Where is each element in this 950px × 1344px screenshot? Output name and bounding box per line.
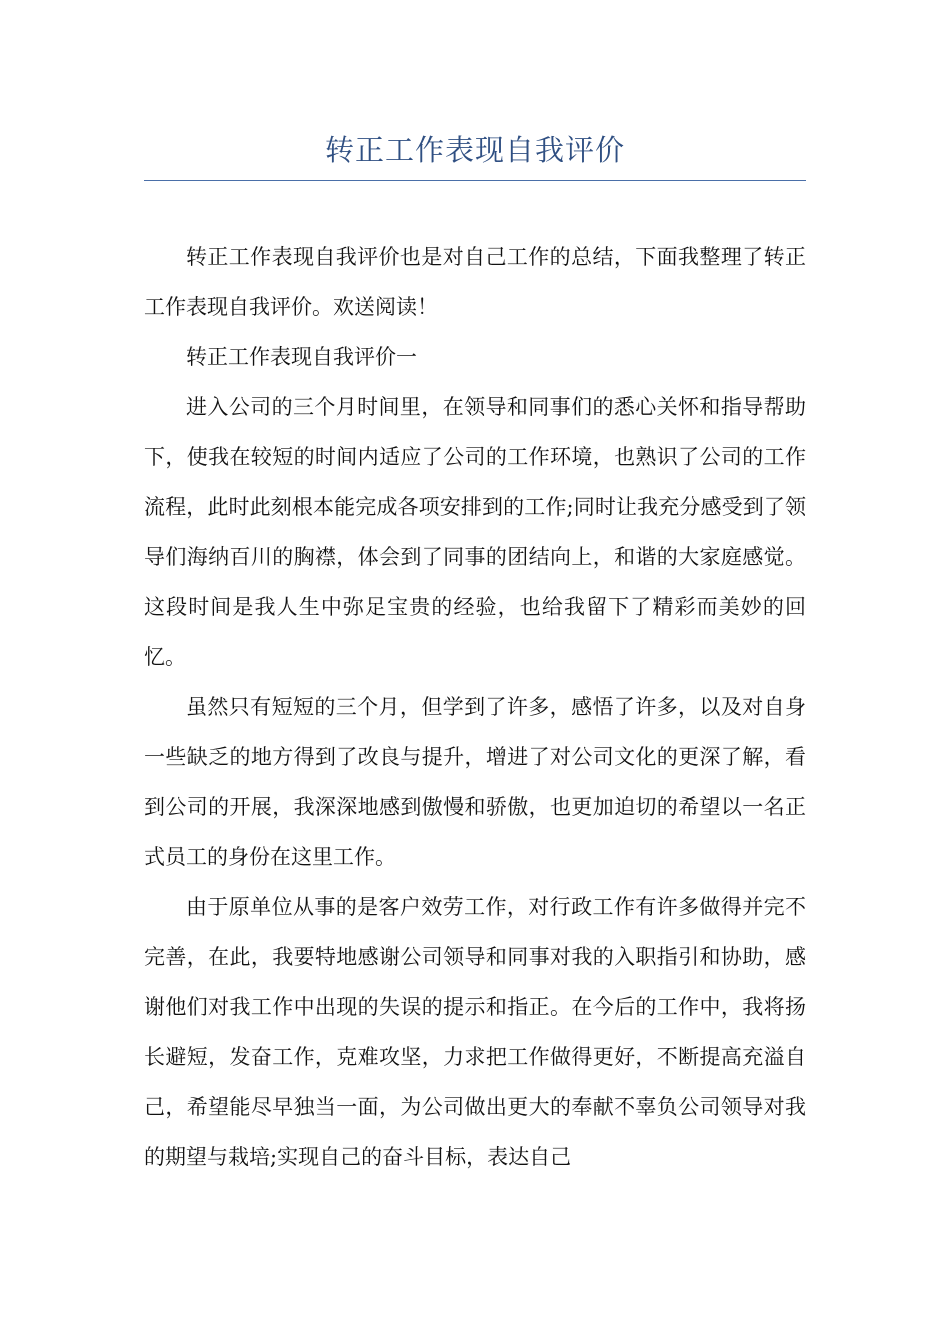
document-title: 转正工作表现自我评价 (324, 133, 625, 167)
paragraph: 进入公司的三个月时间里，在领导和同事们的悉心关怀和指导帮助下，使我在较短的时间内适应了公司的工作环境，也熟识了公司的工作流程，此时此刻根本能完成各项安排到的工作;同时让我充分感受到了领导们海纳百川的胸襟，体会到了同事的团结向上，和谐的大家庭感觉。这段时间是我人生中弥足宝贵的经验，也给我留下了精彩而美妙的回忆。 (144, 395, 806, 669)
section-heading: 转正工作表现自我评价一 (186, 345, 417, 369)
title-underline (144, 180, 806, 181)
paragraph: 虽然只有短短的三个月，但学到了许多，感悟了许多，以及对自身一些缺乏的地方得到了改良与提升，增进了对公司文化的更深了解，看到公司的开展，我深深地感到傲慢和骄傲，也更加迫切的希望以一名正式员工的身份在这里工作。 (144, 695, 806, 869)
paragraph-intro: 转正工作表现自我评价也是对自己工作的总结，下面我整理了转正工作表现自我评价。欢送阅读！ (144, 245, 806, 319)
paragraph: 由于原单位从事的是客户效劳工作，对行政工作有许多做得并完不完善，在此，我要特地感谢公司领导和同事对我的入职指引和协助，感谢他们对我工作中出现的失误的提示和指正。在今后的工作中，我将扬长避短，发奋工作，克难攻坚，力求把工作做得更好，不断提高充溢自己，希望能尽早独当一面，为公司做出更大的奉献不辜负公司领导对我的期望与栽培;实现自己的奋斗目标，表达自己 (144, 895, 806, 1169)
document-body (144, 232, 806, 1182)
